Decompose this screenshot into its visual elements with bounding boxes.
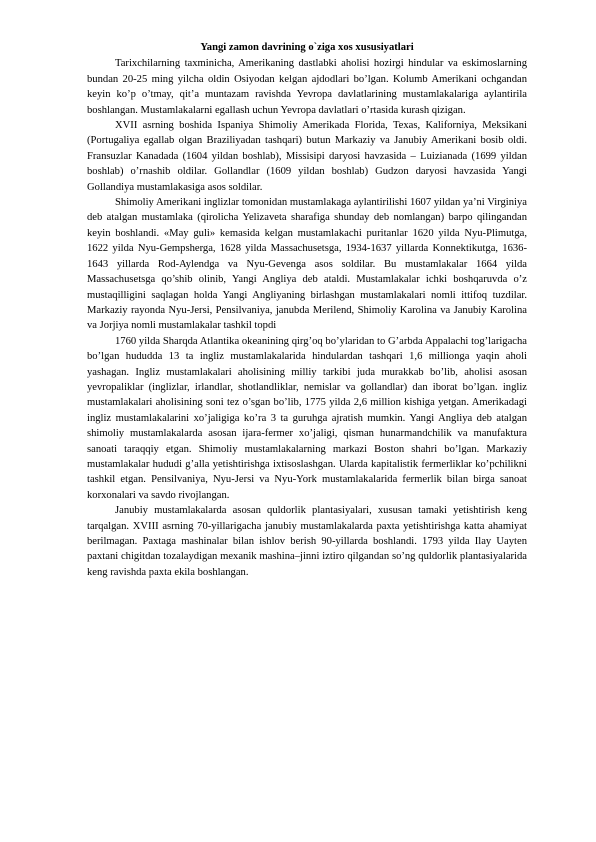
paragraph-2: XVII asrning boshida Ispaniya Shimoliy Amerikada Florida, Texas, Kaliforniya, Meksikani (Portugaliya egallab olgan Braziliyadan tashqari) butun Markaziy va Janubiy Amerikani bosib oldi. Fransuzlar Kanadada (1604 yildan boshlab), Missisipi daryosi havzasida – Luizianada (1699 yildan boshlab) o’rnashib oldilar. Gollandlar (1609 yildan boshlab) Gudzon daryosi havzasida Yangi Gollandiya mustamlakasiga asos soldilar. — [87, 120, 527, 193]
document-title: Yangi zamon davrining o`ziga xos xususiyatlari — [200, 42, 414, 53]
paragraph-3: Shimoliy Amerikani inglizlar tomonidan mustamlakaga aylantirilishi 1607 yildan ya’ni Virginiya deb atalgan mustamlaka (qirolicha Yelizaveta sharafiga shunday deb nomlangan) barpo qilingandan keyin boshlandi. «May guli» kemasida kelgan mustamlakachi puritanlar 1620 yilda Nyu-Plimutga, 1622 yilda Nyu-Gempsherga, 1628 yilda Massachusetsga, 1934-1637 yillarda Konnektikutga, 1636-1643 yillarda Rod-Aylendga va Nyu-Gevenga asos soldilar. Bu mustamlakalar 1664 yilda Massachusetsga qo’shib olinib, Yangi Angliya deb ataldi. Mustamlakalar ichki boshqaruvda o’z mustaqilligini saqlagan holda Yangi Angliyaning birlashgan mustamlakalari nomli ittifoq tuzdilar. Markaziy rayonda Nyu-Jersi, Pensilvaniya, janubda Merilend, Shimoliy Karolina va Janubiy Karolina va Jorjiya nomli mustamlakalar tashkil topdi — [87, 197, 527, 332]
paragraph-4: 1760 yilda Sharqda Atlantika okeanining qirg’oq bo’ylaridan to G’arbda Appalachi tog’larigacha bo’lgan hududda 13 ta ingliz mustamlakalarida hindulardan tashqari 1,6 millionga yaqin aholi yashagan. Ingliz mustamlakalari aholisining milliy tarkibi juda murakkab bo’lib, aholisi asosan yevropaliklar (inglizlar, irlandlar, shotlandliklar, nemislar va gollandlar) dan iborat bo’lgan. ingliz mustamlakalari aholisining soni tez o’sgan bo’lib, 1775 yilda 2,6 million kishiga yetgan. Amerikadagi ingliz mustamlakalarini xo’jaligiga ko’ra 3 ta guruhga ajratish mumkin. Yangi Angliya deb atalgan shimoliy mustamlakalarda asosan ijara-fermer xo’jaligi, qisman hunarmandchilik va manufaktura sanoati taraqqiy etgan. Shimoliy mustamlakalarning markazi Boston shahri bo’lgan. Markaziy mustamlakalar hududi g’alla yetishtirishga ixtisoslashgan. Ularda kapitalistik fermerliklar ko’pchilikni tashkil etgan. Pensilvaniya, Nyu-Jersi va Nyu-York mustamlakalarida fermerlik bilan birga sanoat korxonalari va savdo rivojlangan. — [87, 335, 527, 501]
paragraph-1: Tarixchilarning taxminicha, Amerikaning dastlabki aholisi hozirgi hindular va eskimoslarning bundan 20-25 ming yilcha oldin Osiyodan kelgan ajdodlari bo’lgan. Kolumb Amerikani ochgandan keyin ko’p o’tmay, qit’a muntazam ravishda Yevropa davlatlarining mustamlakalariga aylantirila boshlangan. Mustamlakalarni egallash uchun Yevropa davlatlari o’rtasida kurash qizigan. — [87, 58, 527, 116]
document-page — [87, 40, 527, 580]
paragraph-5: Janubiy mustamlakalarda asosan quldorlik plantasiyalari, xususan tamaki yetishtirish keng tarqalgan. XVIII asrning 70-yillarigacha janubiy mustamlakalarda paxta yetishtirishga katta ahamiyat berilmagan. Paxtaga mashinalar bilan ishlov berish 90-yillarda boshlandi. 1793 yilda Ilay Uayten paxtani chigitdan tozalaydigan mexanik mashina–jinni iztiro qilgandan so’ng quldorlik plantasiyalarida keng ravishda paxta ekila boshlangan. — [87, 505, 527, 578]
